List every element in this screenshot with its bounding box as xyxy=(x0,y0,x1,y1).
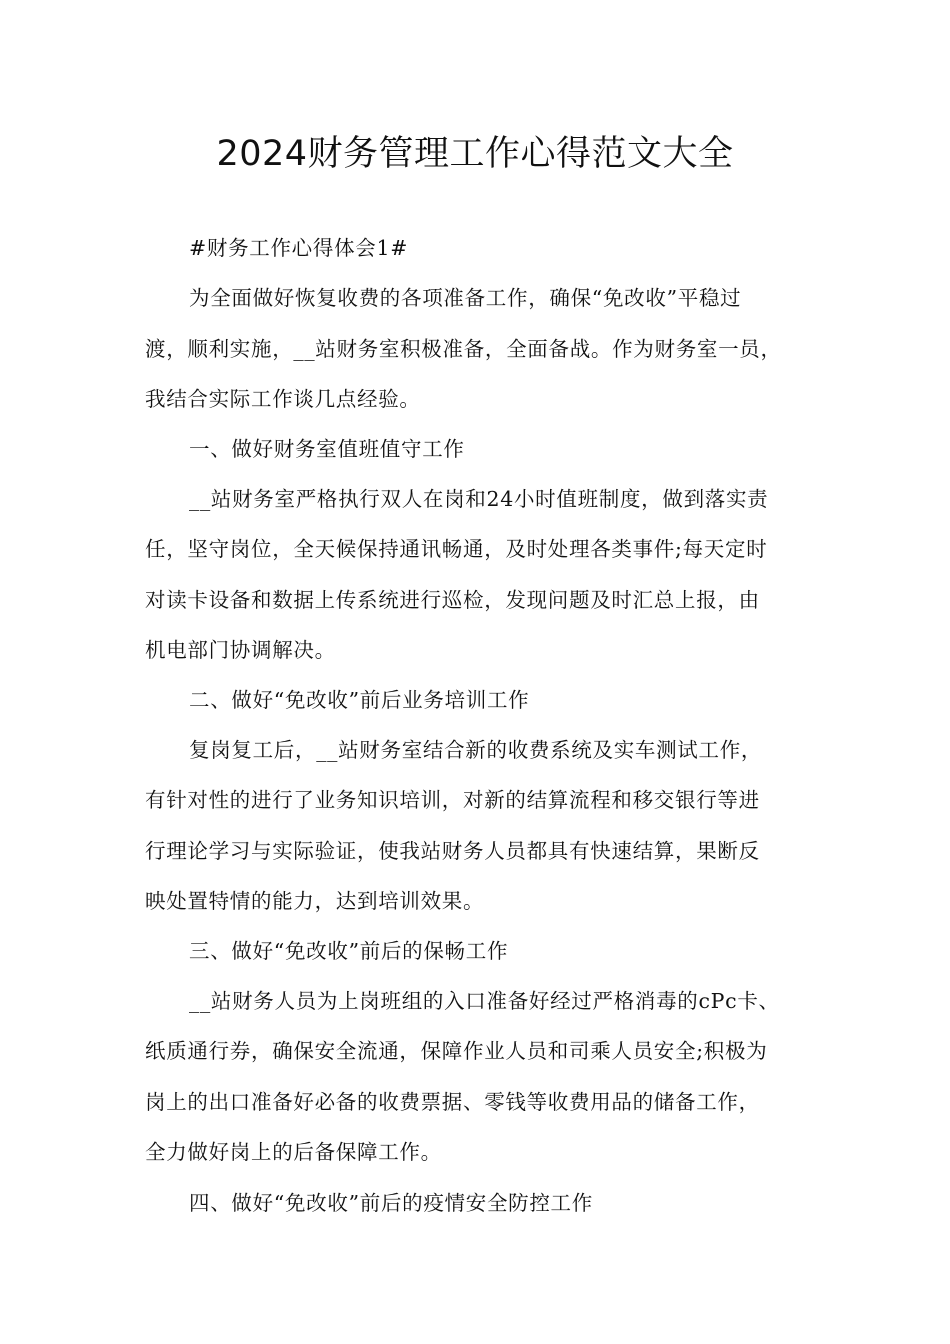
paragraph-line: 岗上的出口准备好必备的收费票据、零钱等收费用品的储备工作， xyxy=(145,1090,760,1114)
document-title: 2024财务管理工作心得范文大全 xyxy=(216,134,734,174)
paragraph-line: __站财务人员为上岗班组的入口准备好经过严格消毒的cPc卡、 xyxy=(189,989,780,1013)
paragraph-line: 任，坚守岗位，全天候保持通讯畅通，及时处理各类事件;每天定时 xyxy=(145,537,768,561)
section-heading: 二、做好“免改收”前后业务培训工作 xyxy=(189,688,530,712)
paragraph-line: 机电部门协调解决。 xyxy=(145,638,336,662)
paragraph-line: 渡，顺利实施，__站财务室积极准备，全面备战。作为财务室一员， xyxy=(145,337,782,361)
section-heading: 三、做好“免改收”前后的保畅工作 xyxy=(189,939,509,963)
paragraph-line: 行理论学习与实际验证，使我站财务人员都具有快速结算，果断反 xyxy=(145,839,760,863)
section-heading: 一、做好财务室值班值守工作 xyxy=(189,437,465,461)
paragraph-line: 我结合实际工作谈几点经验。 xyxy=(145,387,421,411)
paragraph-line: 为全面做好恢复收费的各项准备工作，确保“免改收”平稳过 xyxy=(189,286,742,310)
paragraph-line: 映处置特情的能力，达到培训效果。 xyxy=(145,889,485,913)
section-heading: 四、做好“免改收”前后的疫情安全防控工作 xyxy=(189,1191,593,1215)
section-heading: #财务工作心得体会1# xyxy=(189,236,409,260)
paragraph-line: __站财务室严格执行双人在岗和24小时值班制度，做到落实责 xyxy=(189,487,769,511)
paragraph-line: 复岗复工后，__站财务室结合新的收费系统及实车测试工作， xyxy=(189,738,763,762)
paragraph-line: 全力做好岗上的后备保障工作。 xyxy=(145,1140,442,1164)
paragraph-line: 纸质通行券，确保安全流通，保障作业人员和司乘人员安全;积极为 xyxy=(145,1039,768,1063)
paragraph-line: 对读卡设备和数据上传系统进行巡检，发现问题及时汇总上报，由 xyxy=(145,588,760,612)
paragraph-line: 有针对性的进行了业务知识培训，对新的结算流程和移交银行等进 xyxy=(145,788,760,812)
